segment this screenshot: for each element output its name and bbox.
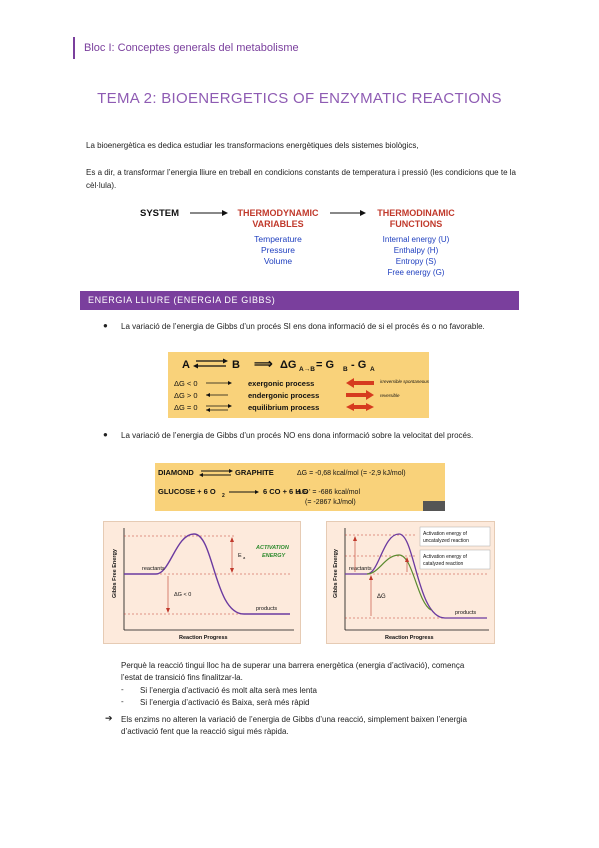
cond-row: ΔG < 0 bbox=[174, 379, 198, 388]
svg-text:- G: - G bbox=[351, 359, 367, 371]
bullet-icon: ● bbox=[103, 430, 108, 439]
page-title: TEMA 2: BIOENERGETICS OF ENZYMATIC REACTIONS bbox=[97, 90, 502, 107]
vars-title-2: VARIABLES bbox=[252, 219, 304, 229]
thermodynamics-diagram bbox=[138, 204, 468, 282]
delta-g: ΔG bbox=[280, 359, 297, 371]
reaction-right: 6 CO + 6 H O bbox=[263, 487, 309, 496]
funcs-title: THERMODINAMIC bbox=[377, 208, 455, 218]
gibbs-conditions-figure bbox=[168, 352, 429, 418]
cond-row: ΔG > 0 bbox=[174, 391, 198, 400]
reactants-label: reactants bbox=[142, 566, 165, 572]
activation-label-2: ENERGY bbox=[262, 553, 286, 559]
process-label: exergonic process bbox=[248, 379, 315, 388]
arrow-icon bbox=[222, 210, 228, 216]
process-label: endergonic process bbox=[248, 391, 320, 400]
cond-row: ΔG = 0 bbox=[174, 403, 198, 412]
dash-marker: - bbox=[121, 685, 124, 694]
dg-label: ΔG < 0 bbox=[174, 592, 192, 598]
section-header bbox=[80, 291, 519, 310]
closing-line-5: Els enzims no alteren la variació de l’energia de Gibbs d’una reacció, simplement baixen l’energia bbox=[121, 715, 467, 724]
dg-label: ΔG bbox=[377, 594, 386, 600]
products-label: products bbox=[455, 610, 477, 616]
reaction-value: ΔG = -0,68 kcal/mol (= -2,9 kJ/mol) bbox=[297, 470, 406, 477]
intro-paragraph-1: La bioenergètica es dedica estudiar les transformacions energètiques dels sistemes biològics, bbox=[86, 141, 419, 150]
svg-text:⟹: ⟹ bbox=[254, 356, 273, 371]
y-axis-label: Gibbs Free Energy bbox=[112, 549, 118, 598]
gibbs-examples-figure bbox=[155, 463, 445, 511]
reaction-right: GRAPHITE bbox=[235, 468, 274, 477]
closing-line-2: l’estat de transició fins finalitzar-la. bbox=[121, 673, 243, 682]
intro-paragraph-2: Es a dir, a transformar l’energia lliure en treball en condicions constants de temperatura i pressió (les condicions que te la cèl·lula). bbox=[86, 168, 516, 190]
funcs-title-2: FUNCTIONS bbox=[389, 219, 443, 229]
reaction-left: GLUCOSE + 6 O bbox=[158, 487, 216, 496]
y-axis-label: Gibbs Free Energy bbox=[333, 549, 339, 598]
delta-g-sub: A→B bbox=[299, 366, 315, 373]
func-item: Internal energy (U) bbox=[382, 235, 450, 244]
process-note: irreversible spontaneous bbox=[380, 379, 429, 384]
reactant-a: A bbox=[182, 359, 190, 371]
products-label: products bbox=[256, 606, 278, 612]
ea-label: E bbox=[238, 553, 242, 559]
func-item: Entropy (S) bbox=[395, 257, 437, 266]
uncatalyzed-label: Activation energy of bbox=[423, 531, 467, 537]
var-item: Temperature bbox=[254, 234, 302, 244]
system-label: SYSTEM bbox=[140, 208, 180, 219]
header-accent-bar bbox=[73, 37, 75, 59]
func-item: Free energy (G) bbox=[387, 268, 445, 277]
uncatalyzed-label-2: uncatalyzed reaction bbox=[423, 538, 469, 544]
process-note: reversible bbox=[380, 393, 400, 398]
bullet-text-2: La variació de l’energia de Gibbs d’un procés NO ens dona informació sobre la velocitat del procés. bbox=[121, 431, 474, 440]
process-label: equilibrium process bbox=[248, 403, 320, 412]
closing-dash-1: Si l’energia d’activació és molt alta serà mes lenta bbox=[140, 686, 317, 695]
product-b: B bbox=[232, 359, 240, 371]
closing-dash-2: Si l’energia d’activació és Baixa, serà més ràpid bbox=[140, 698, 310, 707]
var-item: Pressure bbox=[260, 245, 296, 255]
var-item: Volume bbox=[263, 256, 293, 266]
x-axis-label: Reaction Progress bbox=[179, 635, 228, 641]
closing-line-6: d’activació fent que la reacció sigui més ràpida. bbox=[121, 727, 289, 736]
ea-sub: a bbox=[243, 555, 246, 560]
closing-line-1: Perquè la reacció tingui lloc ha de superar una barrera energètica (energia d’activació), comença bbox=[121, 661, 465, 670]
reaction-left: DIAMOND bbox=[158, 468, 194, 477]
catalyzed-label-2: catalyzed reaction bbox=[423, 561, 464, 567]
bullet-text-1: La variació de l’energia de Gibbs d’un procés SI ens dona informació de si el procés és o no favorable. bbox=[121, 322, 485, 331]
reaction-value-2: (= -2867 kJ/mol) bbox=[305, 499, 356, 506]
gb-sub: B bbox=[343, 366, 348, 373]
reactants-label: reactants bbox=[349, 566, 372, 572]
eq-rest: = G bbox=[316, 359, 335, 371]
arrow-right-icon: ➔ bbox=[105, 713, 113, 723]
catalyzed-label: Activation energy of bbox=[423, 554, 467, 560]
activation-label: ACTIVATION bbox=[256, 545, 289, 551]
energy-profile-graph bbox=[103, 521, 301, 644]
func-item: Enthalpy (H) bbox=[393, 246, 439, 255]
ga-sub: A bbox=[370, 366, 375, 373]
vars-title: THERMODYNAMIC bbox=[237, 208, 319, 218]
header-text: Bloc I: Conceptes generals del metabolisme bbox=[84, 42, 299, 54]
arrow-icon bbox=[360, 210, 366, 216]
reaction-value: ΔG ' = -686 kcal/mol bbox=[297, 489, 361, 496]
bullet-icon: ● bbox=[103, 321, 108, 330]
dash-marker: - bbox=[121, 697, 124, 706]
catalysis-energy-graph bbox=[326, 521, 495, 644]
x-axis-label: Reaction Progress bbox=[385, 635, 434, 641]
svg-text:2: 2 bbox=[222, 493, 225, 499]
section-label: ENERGIA LLIURE (ENERGIA DE GIBBS) bbox=[88, 295, 276, 305]
